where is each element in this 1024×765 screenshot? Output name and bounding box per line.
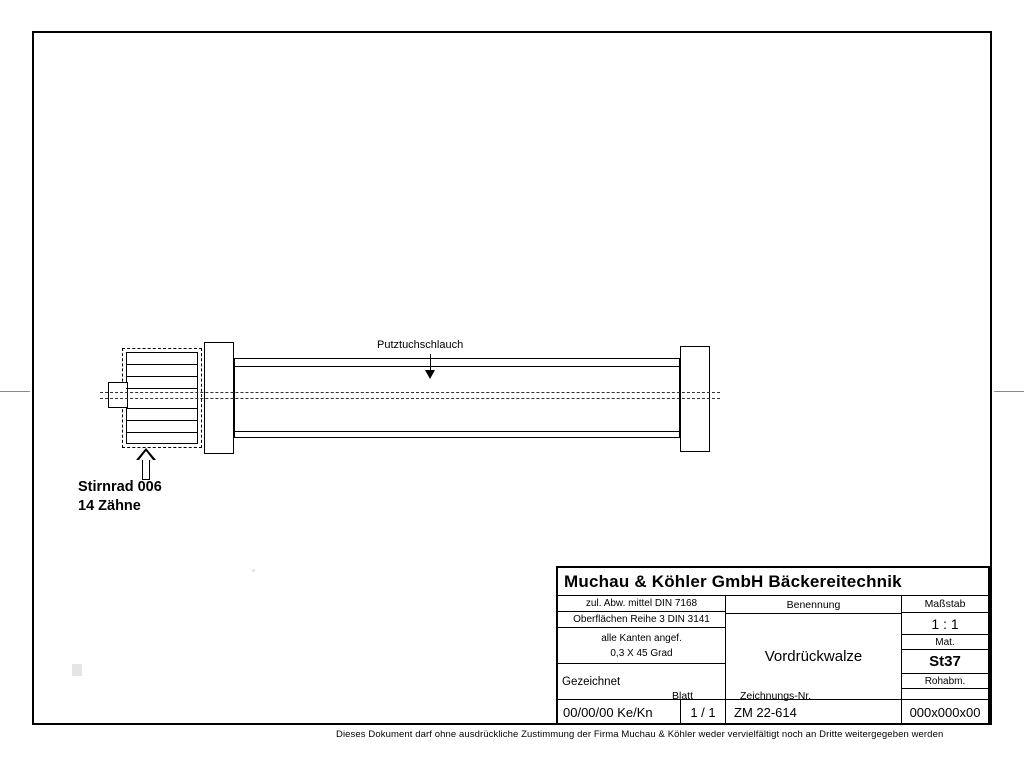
material-value: St37 [902, 650, 988, 674]
gear-tooth-line [126, 420, 198, 421]
gear-tooth-line [126, 408, 198, 409]
scan-artifact [72, 664, 82, 676]
edge-note [558, 628, 725, 663]
edge-note-line1: alle Kanten angef. [601, 632, 682, 644]
gear-tooth-line [126, 376, 198, 377]
gear-tooth-line [126, 364, 198, 365]
end-flange [680, 346, 710, 452]
drawn-by-value: 00/00/00 Ke/Kn [560, 700, 681, 725]
company-name: Muchau & Köhler GmbH Bäckereitechnik [558, 568, 988, 596]
material-header: Mat. [902, 635, 988, 650]
drawn-by-sheet-cell [558, 700, 726, 725]
title-block-notes-column [558, 596, 726, 699]
edge-note-line2: 0,3 X 45 Grad [610, 647, 673, 659]
surface-note: Oberflächen Reihe 3 DIN 3141 [558, 612, 725, 628]
gear-hub [108, 382, 128, 408]
shaft-center-line [100, 392, 720, 393]
gear-annotation-line1: Stirnrad 006 [78, 479, 162, 495]
center-line-mark-left [0, 391, 30, 392]
gear-annotation [78, 478, 162, 516]
raw-dimension-value: 000x000x00 [909, 705, 981, 720]
title-block-bottom [558, 699, 988, 725]
footer-disclaimer: Dieses Dokument darf ohne ausdrückliche Zustimmung der Firma Muchau & Köhler weder vervielfältigt noch an Dritte weitergegeben werden [336, 729, 944, 740]
gear-tooth-line [126, 388, 198, 389]
scan-artifact [252, 569, 255, 572]
designation-value: Vordrückwalze [764, 648, 863, 665]
designation-column [726, 596, 902, 699]
gear-tooth-line [126, 432, 198, 433]
gear-annotation-line2: 14 Zähne [78, 498, 141, 514]
sheet-value: 1 / 1 [690, 705, 716, 720]
shaft-center-line-secondary [100, 398, 720, 399]
part-label-putztuchschlauch: Putztuchschlauch [377, 339, 464, 351]
raw-dimension-header: Rohabm. [902, 674, 988, 689]
tube-inner-edge-top [234, 366, 680, 367]
title-block-middle [558, 596, 988, 699]
designation-header: Benennung [726, 596, 901, 614]
up-arrow-icon [136, 448, 156, 480]
center-line-mark-right [994, 391, 1024, 392]
scale-header: Maßstab [902, 596, 988, 613]
tolerance-note: zul. Abw. mittel DIN 7168 [558, 596, 725, 612]
scale-value: 1 : 1 [902, 613, 988, 635]
tube-inner-edge-bottom [234, 431, 680, 432]
drawing-number-value: ZM 22-614 [726, 700, 902, 725]
drawn-by-header: Gezeichnet [558, 663, 725, 699]
drawing-number-header: Zeichnungs-Nr. [740, 690, 812, 702]
sheet-header: Blatt [672, 690, 694, 702]
roller-assembly-drawing [78, 330, 720, 514]
leader-arrow-icon [425, 370, 435, 379]
scale-material-column [902, 596, 988, 699]
